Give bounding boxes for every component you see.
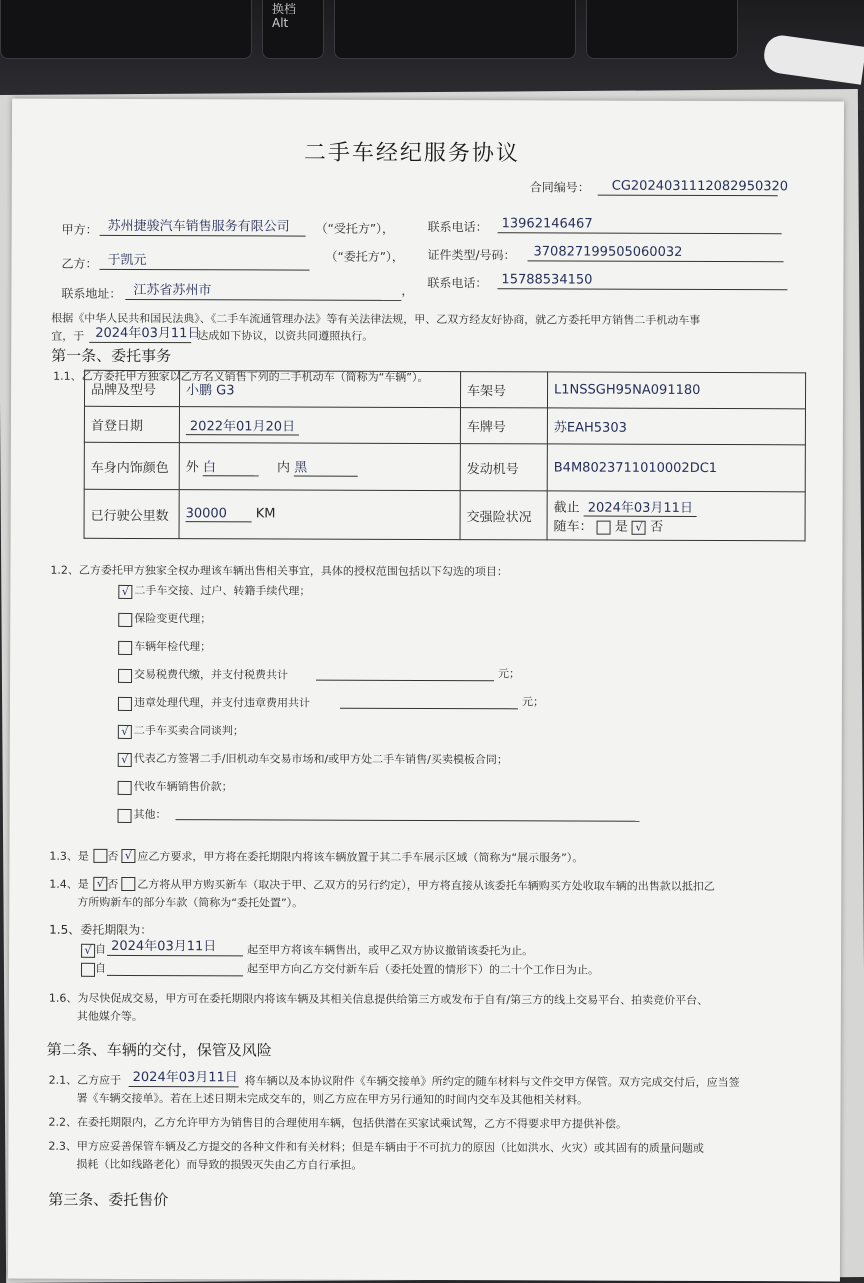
option-label: 车辆年检代理； [134, 639, 212, 654]
clause-1-3-no-checkbox[interactable]: √ [121, 849, 135, 863]
id-label: 证件类型/号码： [427, 248, 516, 263]
exterior-color: 白 [203, 456, 259, 476]
engine-label: 发动机号 [460, 444, 547, 491]
underline [176, 819, 640, 822]
address: 江苏省苏州市 [133, 282, 212, 299]
address-comma: ， [401, 283, 414, 298]
party-a-name: 苏州捷骏汽车销售服务有限公司 [107, 218, 290, 235]
clause-1-6-line-2: 其他媒介等。 [76, 1009, 143, 1024]
option-checkbox[interactable] [118, 641, 132, 655]
contract-no-label: 合同编号： [529, 180, 590, 195]
clause-1-4-no: 否 [107, 877, 119, 891]
option-suffix: 元； [521, 695, 544, 709]
option-checkbox[interactable]: √ [118, 585, 132, 599]
mileage-value: 30000 [186, 506, 252, 522]
option-label: 违章处理代理，并支付违章费用共计 [133, 695, 310, 710]
option-label: 代收车辆销售价款； [133, 779, 233, 794]
with-car-label: 随车： [553, 519, 593, 535]
interior-label: 内 [277, 460, 291, 476]
yes-label: 是 [614, 519, 628, 535]
document-title: 二手车经纪服务协议 [303, 140, 520, 167]
party-a-phone: 13962146467 [501, 216, 593, 232]
underline [340, 708, 518, 710]
article-3-heading: 第三条、委托售价 [48, 1190, 169, 1210]
clause-2-1-c: 署《车辆交接单》。若在上述日期未完成交车的，则乙方应在甲方另行通知的时间内交车及其他相关材料。 [76, 1091, 589, 1107]
clause-2-1-date: 2024年03月11日 [132, 1069, 238, 1086]
article-1-heading: 第一条、委托事务 [51, 346, 172, 366]
underline [527, 260, 783, 262]
pen [762, 33, 864, 85]
checkbox-no[interactable]: √ [632, 520, 646, 534]
clause-1-4-no-checkbox[interactable] [121, 877, 135, 891]
clause-1-3-yes: 1.3、是 [49, 849, 89, 863]
term-1-text: 起至甲方将该车辆售出，或甲乙双方协议撤销该委托为止。 [247, 943, 534, 958]
underline [129, 1086, 239, 1087]
plate-label: 车牌号 [460, 408, 547, 444]
intro-date: 2024年03月11日 [95, 325, 201, 342]
keyboard-key [586, 0, 738, 59]
phone-label-b: 联系电话： [427, 276, 488, 291]
party-b-label: 乙方： [61, 256, 98, 271]
clause-1-4-text: 乙方将从甲方购买新车（取决于甲、乙双方的另行约定），甲方将直接从该委托车辆购买方处收取车辆的出售款以抵扣乙 [137, 877, 715, 894]
insurance-label: 交强险状况 [460, 491, 547, 540]
address-label: 联系地址： [61, 286, 122, 301]
option-label: 其他： [133, 807, 167, 822]
insurance-prefix: 截止 [553, 500, 580, 516]
contract-page [8, 99, 844, 1282]
term-2-from: 自 [95, 961, 107, 975]
keyboard-key [334, 0, 576, 59]
clause-1-3-yes-checkbox[interactable] [93, 849, 107, 863]
underline [498, 232, 782, 234]
reg-cell [179, 407, 460, 444]
article-2-heading: 第二条、车辆的交付，保管及风险 [46, 1040, 272, 1060]
term-2-checkbox[interactable] [81, 963, 95, 977]
clause-2-1-b: 将车辆以及本协议附件《车辆交接单》所约定的随车材料与文件交甲方保管。双方完成交付后，应当签 [244, 1074, 740, 1090]
clause-1-4-yes: 1.4、是 [49, 877, 89, 891]
clause-1-6-line-1: 1.6、为尽快促成交易，甲方可在委托期限内将该车辆及其相关信息提供给第三方或发布于自有/第三方的线上交易平台、拍卖竞价平台、 [48, 991, 709, 1007]
reg-value: 2022年01月20日 [186, 419, 299, 435]
underline [89, 342, 191, 343]
km-unit: KM [255, 506, 276, 522]
underline [598, 195, 778, 197]
option-label: 交易税费代缴，并支付税费共计 [134, 667, 289, 682]
insurance-cell [547, 491, 805, 541]
option-suffix: 元； [498, 667, 521, 681]
option-checkbox[interactable] [118, 781, 132, 795]
underline [100, 235, 306, 237]
color-label: 车身内饰颜色 [84, 442, 179, 489]
clause-1-4-yes-checkbox[interactable]: √ [93, 877, 107, 891]
mileage-label: 已行驶公里数 [84, 489, 179, 538]
clause-2-2: 2.2、在委托期限内，乙方允许甲方为销售目的合理使用车辆，包括供潜在买家试乘试驾，乙方不得要求甲方提供补偿。 [48, 1115, 628, 1131]
option-label: 二手车买卖合同谈判； [133, 723, 244, 738]
phone-label: 联系电话： [427, 220, 488, 235]
party-b-id: 370827199505060032 [533, 244, 683, 260]
plate-value: 苏EAH5303 [547, 408, 805, 445]
clause-1-5: 1.5、委托期限为： [49, 922, 153, 938]
term-1-checkbox[interactable]: √ [81, 944, 95, 958]
engine-value: B4M8023711010002DC1 [547, 444, 805, 492]
option-checkbox[interactable] [118, 613, 132, 627]
clause-1-1: 1.1、乙方委托甲方独家以乙方名义销售下列的二手机动车（简称为“车辆”）。 [53, 369, 429, 385]
party-b-phone: 15788534150 [501, 272, 593, 288]
underline [107, 975, 243, 976]
option-label: 代表乙方签署二手/旧机动车交易市场和/或甲方处二手车销售/买卖模板合同； [133, 751, 508, 767]
color-cell [179, 443, 460, 491]
term-1-from: 自 [95, 942, 107, 956]
party-b-role: （“委托方”）， [325, 249, 404, 264]
option-label: 二手车交接、过户、转籍手续代理； [134, 583, 311, 598]
underline [497, 288, 787, 290]
underline [125, 299, 401, 301]
vehicle-table [84, 370, 807, 542]
party-a-label: 甲方： [61, 222, 98, 237]
clause-2-3-line-1: 2.3、甲方应妥善保管车辆及乙方提交的各种文件和有关材料；但是车辆由于不可抗力的原因（比如洪水、火灾）或其固有的质量问题或 [48, 1139, 704, 1155]
keyboard-key [0, 0, 252, 59]
exterior-label: 外 [185, 460, 199, 476]
intro-line-1: 根据《中华人民共和国民法典》、《二手车流通管理办法》等有关法律法规，甲、乙双方经友好协商，就乙方委托甲方销售二手机动车事 [51, 311, 701, 327]
no-label: 否 [650, 519, 664, 535]
insurance-date: 2024年03月11日 [584, 501, 697, 517]
term-2-text: 起至甲方向乙方交付新车后（委托处置的情形下）的二十个工作日为止。 [247, 962, 600, 977]
vin-value: L1NSSGH95NA091180 [547, 372, 805, 409]
clause-2-3-line-2: 损耗（比如线路老化）而导致的损毁灭失由乙方自行承担。 [76, 1157, 363, 1172]
underline [107, 955, 243, 956]
mileage-cell [179, 490, 460, 540]
clause-2-1-a: 2.1、乙方应于 [48, 1073, 122, 1087]
interior-color: 黑 [294, 457, 358, 477]
key-label: 换档 Alt [272, 2, 297, 30]
party-b-name: 于凯元 [107, 252, 147, 269]
option-checkbox[interactable] [118, 809, 132, 823]
checkbox-yes[interactable] [597, 520, 611, 534]
reg-label: 首登日期 [84, 406, 179, 442]
option-checkbox[interactable] [118, 669, 132, 683]
clause-1-3-no: 否 [107, 849, 119, 863]
option-checkbox[interactable] [118, 697, 132, 711]
intro-line-2a: 宜，于 [51, 329, 85, 343]
party-a-role: （“受托方”）， [315, 221, 395, 236]
intro-line-2b: 达成如下协议，以资共同遵照执行。 [197, 329, 374, 343]
option-label: 保险变更代理； [134, 611, 212, 626]
option-checkbox[interactable]: √ [118, 725, 132, 739]
brand-label: 品牌及型号 [84, 370, 179, 406]
vin-label: 车架号 [460, 372, 547, 408]
option-checkbox[interactable]: √ [118, 753, 132, 767]
underline [99, 269, 309, 271]
underline [316, 680, 494, 682]
brand-value: 小鹏 G3 [179, 371, 460, 408]
clause-1-4-text-2: 方所购新车的部分车款（简称为“委托处置”）。 [77, 895, 304, 910]
contract-no: CG2024031112082950320 [611, 178, 789, 195]
term-1-date: 2024年03月11日 [111, 938, 217, 955]
clause-1-2: 1.2、乙方委托甲方独家全权办理该车辆出售相关事宜，具体的授权范围包括以下勾选的项目： [50, 563, 508, 579]
clause-1-3-text: 应乙方要求，甲方将在委托期限内将该车辆放置于其二手车展示区域（简称为“展示服务”）。 [137, 849, 584, 865]
